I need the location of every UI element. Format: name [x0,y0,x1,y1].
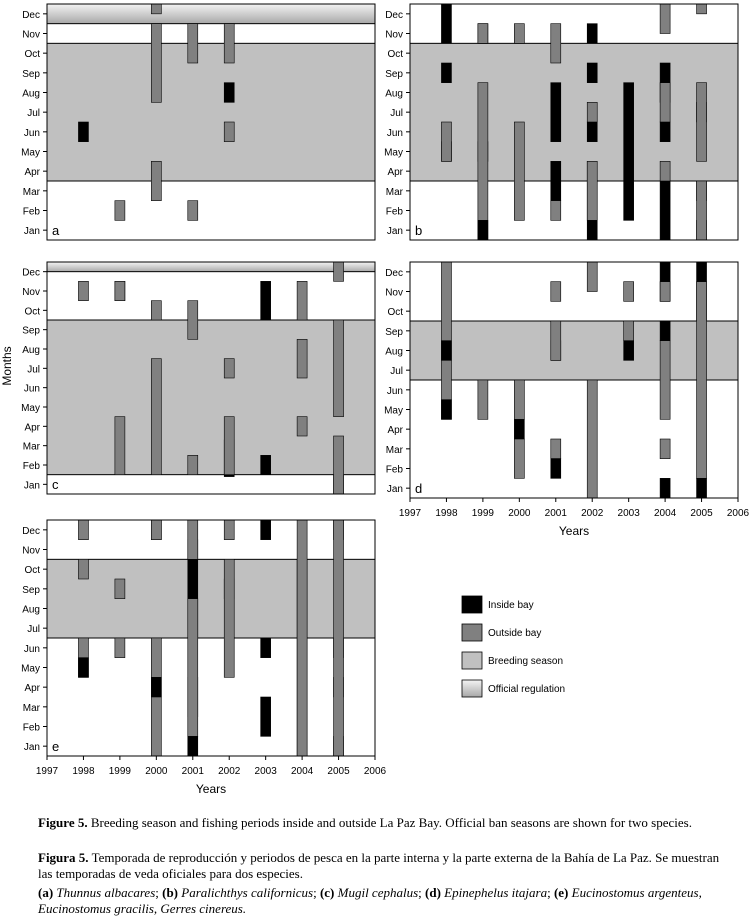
panel-a-bar-outside-2002-8 [224,122,234,142]
panel-e-year-label-0: 1997 [35,766,59,777]
panel-c-month-label-10: Nov [22,287,40,298]
panel-b-bar-outside-1998-3 [441,122,451,161]
panel-b-bar-inside-1999-8 [478,220,488,240]
panel-a-month-label-7: Aug [22,88,40,100]
panel-d-bar-outside-2001-8 [551,282,561,302]
legend [462,596,565,697]
legend-swatch-regulation [462,680,482,697]
panel-c-breeding-season [47,320,375,475]
panel-b-bar-outside-2005-28 [697,4,707,14]
panel-e-bar-inside-2003-18 [261,520,271,540]
panel-b-bar-inside-2004-24 [660,122,670,142]
panel-c-bar-outside-2001-6 [188,301,198,340]
panel-b-month-label-5: Jun [386,127,403,139]
panel-d-letter: d [415,481,423,496]
panel-c-bar-outside-2001-7 [188,455,198,474]
panel-d-year-label-8: 2005 [690,508,713,519]
panel-c-bar-outside-1998-0 [78,281,88,300]
panel-c-month-label-5: Jun [23,383,40,395]
panel-e-bar-inside-2000-9 [151,677,161,697]
panel-d-bar-outside-2003-15 [624,282,634,302]
legend-swatch-inside [462,596,482,613]
panel-a-bar-inside-1998-0 [78,122,88,142]
panel-c-bar-outside-2005-17 [334,320,344,417]
caption-en-text: Breeding season and fishing periods inside and outside La Paz Bay. Official ban seasons are shown for two species. [90,815,692,830]
panel-b-bar-outside-2004-26 [660,83,670,122]
legend-label-regulation: Official regulation [488,684,566,695]
panel-e-year-label-6: 2003 [254,766,277,777]
panel-e-month-label-10: Nov [22,545,40,557]
legend-label-inside: Inside bay [488,600,534,611]
panel-d-month-label-0: Jan [386,484,403,496]
panel-e [21,520,386,796]
panel-d-bar-inside-2004-18 [660,321,670,341]
panel-d-bar-outside-2004-20 [660,341,670,420]
panel-d-year-label-1: 1998 [435,508,458,519]
panel-e-bar-outside-1998-1 [78,559,88,579]
panel-d-month-label-9: Oct [387,307,403,319]
panel-d-bar-outside-2005-24 [697,282,707,479]
panel-c-bar-outside-2004-14 [297,339,307,378]
panel-d-month-label-11: Dec [385,267,403,279]
panel-b-month-label-4: May [384,147,403,159]
panel-e-year-label-3: 2000 [145,766,168,777]
legend-swatch-outside [462,624,482,641]
panel-a-month-label-10: Nov [22,29,40,41]
panel-b-bar-inside-2001-12 [551,161,561,200]
panel-b-month-label-2: Mar [385,186,403,198]
panel-e-breeding-season [47,559,375,638]
panel-e-month-label-7: Aug [22,604,40,616]
panel-e-month-label-1: Feb [22,722,40,734]
panel-b-month-label-8: Sep [385,68,403,80]
panel-d-bar-inside-2005-25 [697,478,707,498]
panel-d-bar-inside-2003-14 [624,341,634,361]
panel-c-month-label-6: Jul [27,364,40,376]
panel-c-bar-outside-2005-19 [334,436,344,494]
panel-e-year-label-5: 2002 [218,766,241,777]
panel-c [21,262,375,494]
legend-swatch-breeding [462,652,482,669]
panel-d-year-label-5: 2002 [581,508,604,519]
panel-b-bar-outside-1999-7 [478,83,488,240]
panel-d-bar-outside-2000-5 [514,380,524,419]
panel-c-bar-outside-1999-3 [115,417,125,475]
panel-c-bar-outside-2000-5 [151,359,161,475]
panel-e-year-label-9: 2006 [363,766,387,777]
panel-e-month-label-9: Oct [24,565,40,577]
panel-a-bar-outside-2000-2 [151,161,161,200]
panel-c-bar-outside-2004-13 [297,281,307,320]
panel-b-bar-inside-1998-1 [441,63,451,83]
panel-b-month-label-3: Apr [387,167,403,179]
panel-d-bar-outside-2002-12 [587,262,597,292]
panel-b-month-label-10: Nov [385,29,403,41]
panel-e-bar-outside-2002-16 [224,520,234,540]
panel-d-bar-outside-2004-19 [660,282,670,302]
panel-e-year-label-1: 1998 [72,766,95,777]
species-d: (d) Epinephelus itajara; [425,885,551,900]
panel-a-month-label-11: Dec [22,9,40,21]
panel-a-month-label-6: Jul [27,108,40,120]
legend-label-outside: Outside bay [488,628,542,639]
species-e: (e) Eucinostomus argenteus, Eucinostomus gracilis, Gerres cinereus. [38,885,702,916]
panel-b-bar-outside-2004-22 [660,4,670,34]
panel-b-breeding-season [410,43,738,181]
panel-b-month-label-11: Dec [385,9,403,21]
panel-c-month-label-0: Jan [23,480,40,492]
panel-c-month-label-4: May [21,403,40,414]
species-a: (a) Thunnus albacares; [38,885,159,900]
panel-b-bar-outside-2001-13 [551,24,561,63]
panel-b-month-label-7: Aug [385,88,403,100]
panel-a-bar-outside-2001-6 [188,24,198,63]
panel-b-month-label-1: Feb [385,206,403,218]
panel-b-bar-outside-2002-20 [587,161,597,220]
panel-c-bar-outside-2002-10 [224,417,234,475]
panel-b-bar-outside-2004-27 [660,161,670,181]
panel-e-bar-outside-1999-4 [115,579,125,599]
panel-e-month-label-6: Jul [27,624,40,636]
legend-label-breeding: Breeding season [488,656,564,667]
panel-d-month-label-2: Mar [385,444,403,456]
panel-a-bar-outside-2000-3 [151,24,161,103]
panel-a-breeding-season [47,43,375,181]
panel-b-bar-inside-2002-17 [587,122,597,142]
panel-d-month-label-7: Aug [385,346,403,358]
panel-c-month-label-9: Oct [24,306,40,318]
panel-e-bar-inside-2001-12 [188,736,198,756]
panel-d-month-label-6: Jul [390,366,403,378]
panel-a-official-regulation [47,4,375,24]
panel-e-bar-inside-2003-19 [261,638,271,658]
panel-d-x-axis-title: Years [558,524,590,538]
panel-d-bar-inside-2001-11 [551,459,561,479]
panel-e-year-label-8: 2005 [327,766,350,777]
panel-a-bar-outside-2001-5 [188,201,198,221]
panel-e-month-label-11: Dec [22,525,40,537]
panel-b-bar-outside-2000-9 [514,24,524,44]
panel-e-bar-inside-1998-3 [78,658,88,678]
panel-d-year-label-2: 1999 [471,508,495,519]
panel-a-month-label-2: Mar [22,186,40,198]
panel-e-month-label-8: Sep [22,584,40,596]
panel-e-bar-outside-2001-14 [188,599,198,737]
panel-c-bar-outside-2005-16 [334,262,344,281]
panel-d-year-label-7: 2004 [653,508,677,519]
panel-d-bar-outside-1999-3 [478,380,488,419]
panel-d-bar-outside-2001-10 [551,439,561,459]
panel-d-year-label-0: 1997 [398,508,422,519]
species-c: (c) Mugil cephalus; [319,885,422,900]
caption-spanish [38,850,728,882]
caption-es-text: Temporada de reproducción y periodos de pesca en la parte interna y la parte externa de la Bahía de La Paz. Se muestran las temporadas de veda oficiales para dos especies. [38,850,720,881]
panel-a-letter: a [52,223,60,238]
panel-d [384,262,749,538]
panel-b [384,4,738,240]
panel-d-bar-inside-1998-1 [441,341,451,361]
panel-b-bar-outside-2000-10 [514,122,524,220]
panel-e-month-label-5: Jun [23,643,40,655]
panel-c-letter: c [52,477,59,492]
caption-es-label: Figura 5. [38,850,89,865]
panel-e-bar-inside-2003-20 [261,697,271,736]
panel-e-letter: e [52,739,60,754]
panel-c-bar-inside-2003-11 [261,281,271,320]
panel-e-x-axis-title: Years [195,782,227,796]
panel-d-month-label-3: Apr [387,425,403,437]
panel-c-month-label-2: Mar [22,441,40,453]
panel-d-bar-inside-1998-2 [441,400,451,420]
panel-c-month-label-11: Dec [22,267,40,279]
panel-d-bar-outside-2003-16 [624,321,634,341]
panel-c-month-label-3: Apr [24,422,40,434]
panel-d-bar-inside-2004-22 [660,478,670,498]
panel-d-year-label-6: 2003 [617,508,640,519]
panel-b-letter: b [415,223,423,238]
panel-d-bar-outside-2002-13 [587,380,597,498]
panel-c-bar-outside-2002-9 [224,359,234,378]
panel-a-month-label-1: Feb [22,206,40,218]
panel-a-month-label-4: May [21,147,40,159]
panel-e-month-label-0: Jan [23,742,40,754]
panel-d-year-label-4: 2001 [544,508,567,519]
caption-en-label: Figure 5. [38,815,88,830]
panel-c-bar-outside-2004-15 [297,417,307,436]
panel-e-month-label-3: Apr [24,683,40,695]
panel-d-bar-outside-2000-6 [514,439,524,478]
panel-b-month-label-6: Jul [390,108,403,120]
panel-b-bar-inside-2001-11 [551,83,561,142]
panel-c-month-label-1: Feb [22,461,40,472]
panel-d-year-label-3: 2000 [508,508,531,519]
panel-a-bar-outside-1999-1 [115,201,125,221]
panel-d-bar-outside-2001-9 [551,321,561,360]
panel-b-bar-inside-2002-15 [587,24,597,44]
panel-e-month-label-2: Mar [22,702,40,714]
panel-a-month-label-0: Jan [23,226,40,238]
panel-a-bar-outside-2000-4 [151,4,161,14]
panel-a-month-label-5: Jun [23,127,40,139]
panel-d-month-label-8: Sep [385,326,403,338]
panel-d-year-label-9: 2006 [726,508,750,519]
panel-c-bar-outside-1999-2 [115,281,125,300]
panel-e-year-label-4: 2001 [181,766,204,777]
panel-a-month-label-9: Oct [24,49,40,61]
panel-b-bar-outside-2001-14 [551,201,561,221]
panel-a-bar-outside-2002-9 [224,24,234,63]
y-axis-title: Months [0,346,14,386]
panel-b-bar-inside-2003-21 [624,83,634,221]
panel-e-bar-outside-2004-22 [297,520,307,756]
panel-d-breeding-season [410,321,738,380]
panel-d-month-label-1: Feb [385,464,403,476]
panel-c-month-label-7: Aug [22,345,40,356]
panel-e-year-label-7: 2004 [290,766,314,777]
panel-a-bar-inside-2002-7 [224,83,234,103]
panel-e-bar-outside-2001-13 [188,520,198,559]
panel-d-month-label-10: Nov [385,287,403,299]
panel-c-bar-outside-2000-4 [151,301,161,320]
panel-c-bar-inside-2003-12 [261,455,271,474]
panel-e-bar-outside-1998-0 [78,520,88,540]
panel-b-bar-inside-1998-0 [441,4,451,43]
panel-b-bar-outside-2005-33 [697,181,707,240]
panel-c-official-regulation [47,262,375,272]
panel-b-month-label-9: Oct [387,49,403,61]
panel-d-month-label-4: May [384,405,403,417]
panel-d-bar-inside-2000-4 [514,419,524,439]
panel-e-bar-outside-2005-27 [334,520,344,756]
panel-e-month-label-4: May [21,663,40,675]
panel-b-bar-outside-1999-5 [478,24,488,44]
panel-d-month-label-5: Jun [386,385,403,397]
panel-b-bar-inside-2002-16 [587,63,597,83]
panel-d-bar-outside-2004-21 [660,439,670,459]
caption-species-list [38,885,728,917]
panel-b-month-label-0: Jan [386,226,403,238]
panel-b-bar-outside-2002-19 [587,102,597,122]
panel-e-bar-outside-2002-17 [224,559,234,677]
panel-a-month-label-8: Sep [22,68,40,80]
panel-e-year-label-2: 1999 [108,766,132,777]
panel-e-bar-outside-2000-7 [151,520,161,540]
caption-english [38,815,728,831]
panel-c-month-label-8: Sep [22,325,40,337]
panel-a-month-label-3: Apr [24,167,40,179]
panel-e-bar-outside-1999-5 [115,638,125,658]
species-b: (b) Paralichthys californicus; [162,885,317,900]
panel-b-bar-inside-2004-25 [660,181,670,240]
panel-a [21,4,375,240]
panel-b-bar-outside-2005-32 [697,83,707,162]
